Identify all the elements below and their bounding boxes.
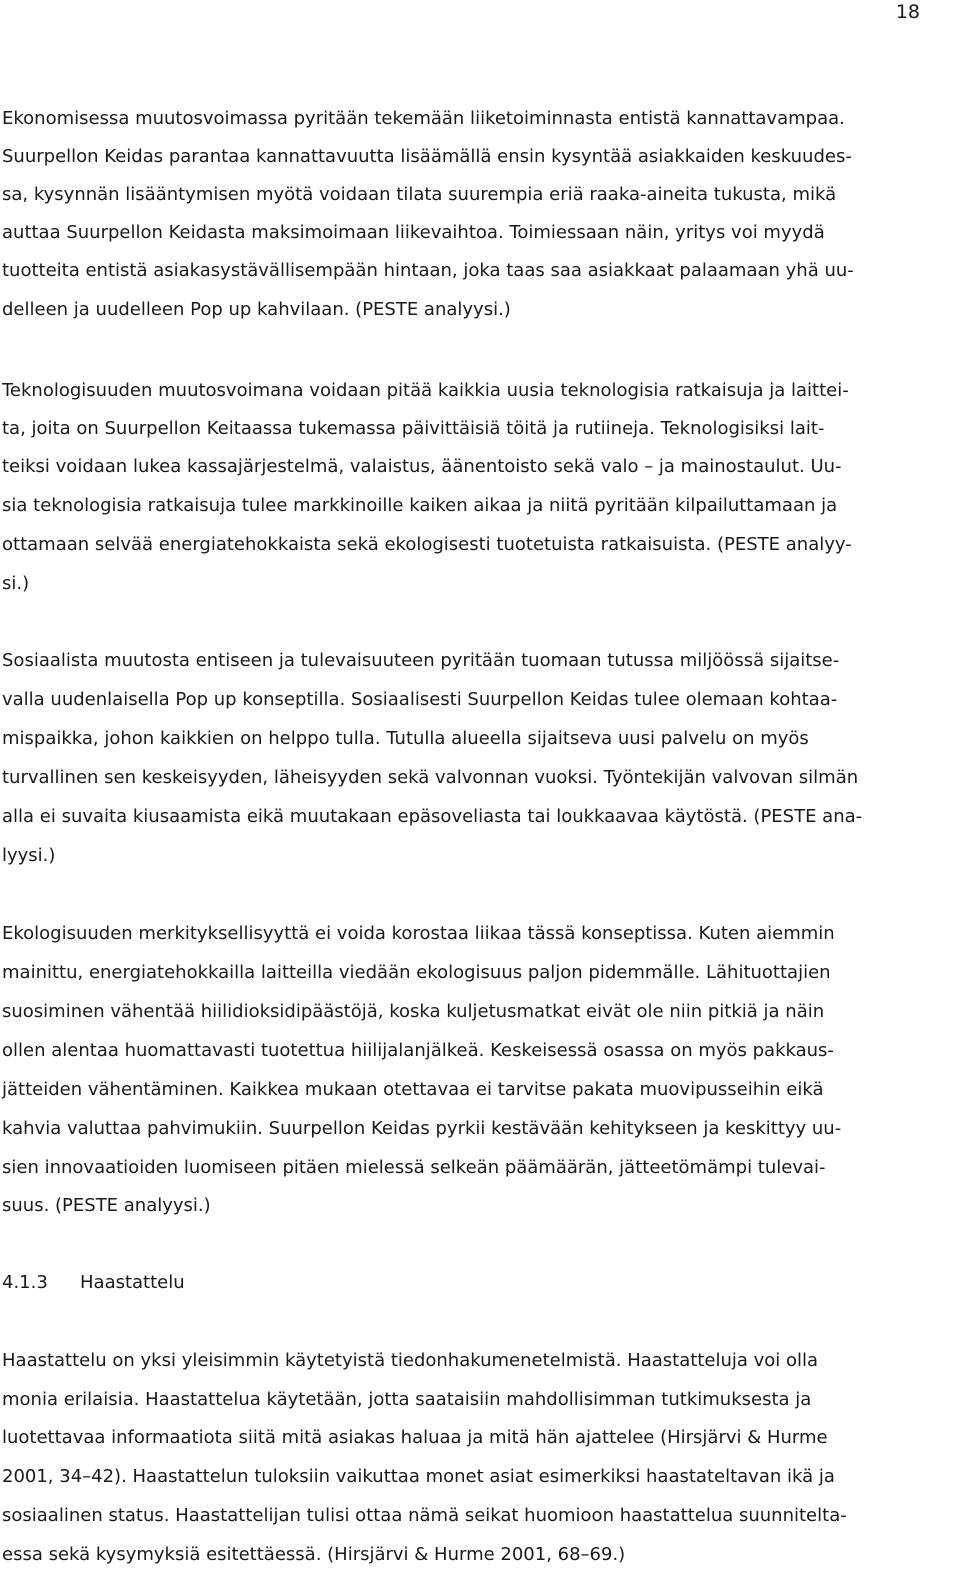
paragraph-3-line-1: Sosiaalista muutosta entiseen ja tulevaisuuteen pyritään tuomaan tutussa miljöössä sijaitse- [2, 650, 840, 671]
paragraph-3-line-5: alla ei suvaita kiusaamista eikä muutakaan epäsoveliasta tai loukkaavaa käytöstä. (PESTE ana- [2, 806, 863, 827]
paragraph-5-line-5: sosiaalinen status. Haastattelijan tulisi ottaa nämä seikat huomioon haastattelua suunnitelta- [2, 1505, 847, 1526]
paragraph-2-line-2: ta, joita on Suurpellon Keitaassa tukemassa päivittäisiä töitä ja rutiineja. Teknologisiksi lait- [2, 418, 825, 439]
paragraph-4-line-3: suosiminen vähentää hiilidioksidipäästöjä, koska kuljetusmatkat eivät ole niin pitkiä ja näin [2, 1001, 825, 1022]
paragraph-1-line-2: Suurpellon Keidas parantaa kannattavuutta lisäämällä ensin kysyntää asiakkaiden keskuudes- [2, 146, 852, 167]
paragraph-2-line-4: sia teknologisia ratkaisuja tulee markkinoille kaiken aikaa ja niitä pyritään kilpailuttamaan ja [2, 495, 838, 516]
paragraph-5-line-2: monia erilaisia. Haastattelua käytetään, jotta saataisiin mahdollisimman tutkimuksesta ja [2, 1389, 812, 1410]
paragraph-4-line-1: Ekologisuuden merkityksellisyyttä ei voida korostaa liikaa tässä konseptissa. Kuten aiemmin [2, 923, 835, 944]
paragraph-4-line-4: ollen alentaa huomattavasti tuotettua hiilijalanjälkeä. Keskeisessä osassa on myös pakkaus- [2, 1040, 834, 1061]
section-number: 4.1.3 [2, 1272, 48, 1293]
section-heading [2, 1271, 185, 1295]
paragraph-1-line-1: Ekonomisessa muutosvoimassa pyritään tekemään liiketoiminnasta entistä kannattavampaa. [2, 108, 845, 129]
paragraph-1-line-4: auttaa Suurpellon Keidasta maksimoimaan liikevaihtoa. Toimiessaan näin, yritys voi myydä [2, 222, 825, 243]
paragraph-2-line-6: si.) [2, 573, 30, 594]
paragraph-5-line-4: 2001, 34–42). Haastattelun tuloksiin vaikuttaa monet asiat esimerkiksi haastateltavan ikä ja [2, 1466, 835, 1487]
paragraph-5-line-6: essa sekä kysymyksiä esitettäessä. (Hirsjärvi & Hurme 2001, 68–69.) [2, 1544, 626, 1565]
paragraph-3-line-4: turvallinen sen keskeisyyden, läheisyyden sekä valvonnan vuoksi. Työntekijän valvovan silmän [2, 767, 859, 788]
paragraph-2-line-1: Teknologisuuden muutosvoimana voidaan pitää kaikkia uusia teknologisia ratkaisuja ja laittei- [2, 380, 849, 401]
paragraph-5-line-3: luotettavaa informaatiota siitä mitä asiakas haluaa ja mitä hän ajattelee (Hirsjärvi & Hurme [2, 1427, 828, 1448]
paragraph-3-line-2: valla uudenlaisella Pop up konseptilla. Sosiaalisesti Suurpellon Keidas tulee olemaan kohtaa- [2, 689, 838, 710]
paragraph-3-line-6: lyysi.) [2, 845, 56, 866]
paragraph-4-line-8: suus. (PESTE analyysi.) [2, 1195, 211, 1216]
paragraph-1-line-3: sa, kysynnän lisääntymisen myötä voidaan tilata suurempia eriä raaka-aineita tukusta, mikä [2, 184, 837, 205]
paragraph-4-line-2: mainittu, energiatehokkailla laitteilla viedään ekologisuus paljon pidemmälle. Lähituottajien [2, 962, 831, 983]
paragraph-5-line-1: Haastattelu on yksi yleisimmin käytetyistä tiedonhakumenetelmistä. Haastatteluja voi olla [2, 1350, 819, 1371]
section-title: Haastattelu [80, 1272, 185, 1293]
paragraph-4-line-7: sien innovaatioiden luomiseen pitäen mielessä selkeän päämäärän, jätteetömämpi tulevai- [2, 1157, 826, 1178]
paragraph-4-line-6: kahvia valuttaa pahvimukiin. Suurpellon Keidas pyrkii kestävään kehitykseen ja keskittyy uu- [2, 1118, 842, 1139]
paragraph-4-line-5: jätteiden vähentäminen. Kaikkea mukaan otettavaa ei tarvitse pakata muovipusseihin eikä [2, 1079, 824, 1100]
paragraph-2-line-5: ottamaan selvää energiatehokkaista sekä ekologisesti tuotetuista ratkaisuista. (PESTE analyy- [2, 534, 852, 555]
paragraph-1-line-5: tuotteita entistä asiakasystävällisempään hintaan, joka taas saa asiakkaat palaamaan yhä uu- [2, 260, 854, 281]
page-number: 18 [895, 1, 920, 23]
paragraph-1-line-6: delleen ja uudelleen Pop up kahvilaan. (PESTE analyysi.) [2, 299, 511, 320]
paragraph-3-line-3: mispaikka, johon kaikkien on helppo tulla. Tutulla alueella sijaitseva uusi palvelu on myös [2, 728, 809, 749]
paragraph-2-line-3: teiksi voidaan lukea kassajärjestelmä, valaistus, äänentoisto sekä valo – ja mainostaulut. Uu- [2, 456, 842, 477]
